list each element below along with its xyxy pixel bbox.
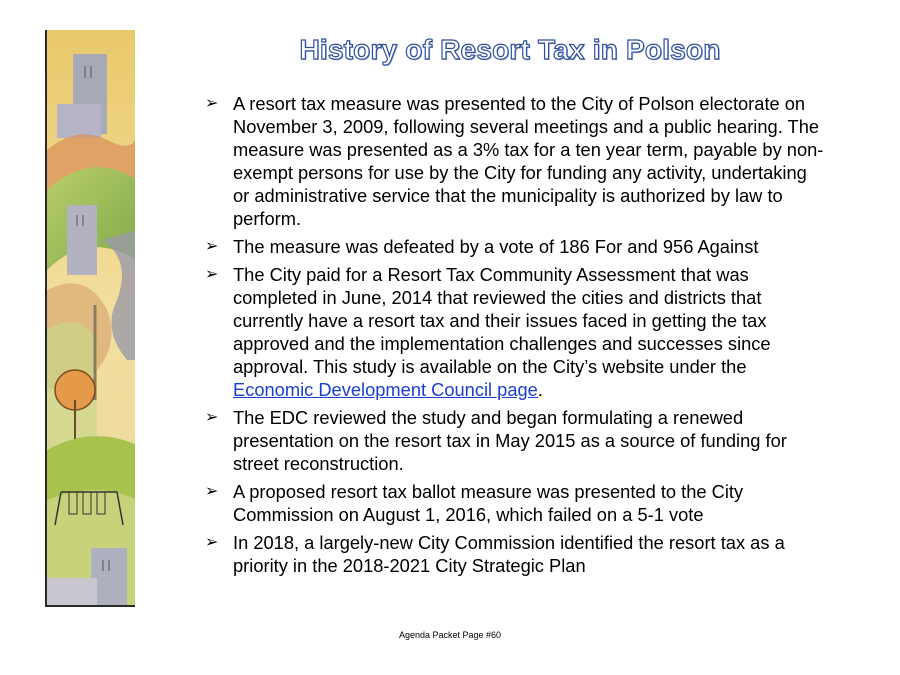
bullet-item (205, 531, 825, 577)
bullet-item (205, 92, 825, 230)
bullet-text: The City paid for a Resort Tax Community Assessment that was completed in June, 2014 that reviewed the cities and districts that currently have a resort tax and their issues faced in getting the tax approved and the implementation challenges and successes since approval. This study is available on the City’s website under the (233, 264, 771, 377)
bullet-text: The EDC reviewed the study and began formulating a renewed presentation on the resort tax in May 2015 as a source of funding for street reconstruction. (233, 407, 787, 474)
bullet-text: In 2018, a largely-new City Commission identified the resort tax as a priority in the 2018-2021 City Strategic Plan (233, 532, 785, 576)
bullet-text: A resort tax measure was presented to the City of Polson electorate on November 3, 2009, following several meetings and a public hearing. The measure was presented as a 3% tax for a ten year term, payable by non-exempt persons for use by the City for funding any activity, undertaking or administrative service that the municipality is authorized by law to perform. (233, 93, 824, 229)
arrow-bullet-icon: ➢ (205, 238, 219, 255)
arrow-bullet-icon: ➢ (205, 483, 219, 500)
page-footer: Agenda Packet Page #60 (398, 630, 502, 640)
arrow-bullet-icon: ➢ (205, 534, 219, 551)
edc-page-link[interactable]: Economic Development Council page (233, 379, 538, 400)
arrow-bullet-icon: ➢ (205, 266, 219, 283)
bullet-text: A proposed resort tax ballot measure was presented to the City Commission on August 1, 2016, which failed on a 5-1 vote (233, 481, 744, 525)
town-landscape-illustration (47, 30, 135, 607)
bullet-item (205, 235, 825, 258)
bullet-item (205, 263, 825, 401)
bullet-item (205, 480, 825, 526)
bullet-text-end: . (537, 379, 543, 400)
bullet-item (205, 406, 825, 475)
arrow-bullet-icon: ➢ (205, 95, 219, 112)
bullet-list (205, 92, 825, 582)
decorative-side-illustration (45, 30, 135, 607)
arrow-bullet-icon: ➢ (205, 409, 219, 426)
slide-title: History of Resort Tax in Polson (299, 34, 721, 65)
bullet-text: The measure was defeated by a vote of 186 For and 956 Against (233, 236, 759, 257)
